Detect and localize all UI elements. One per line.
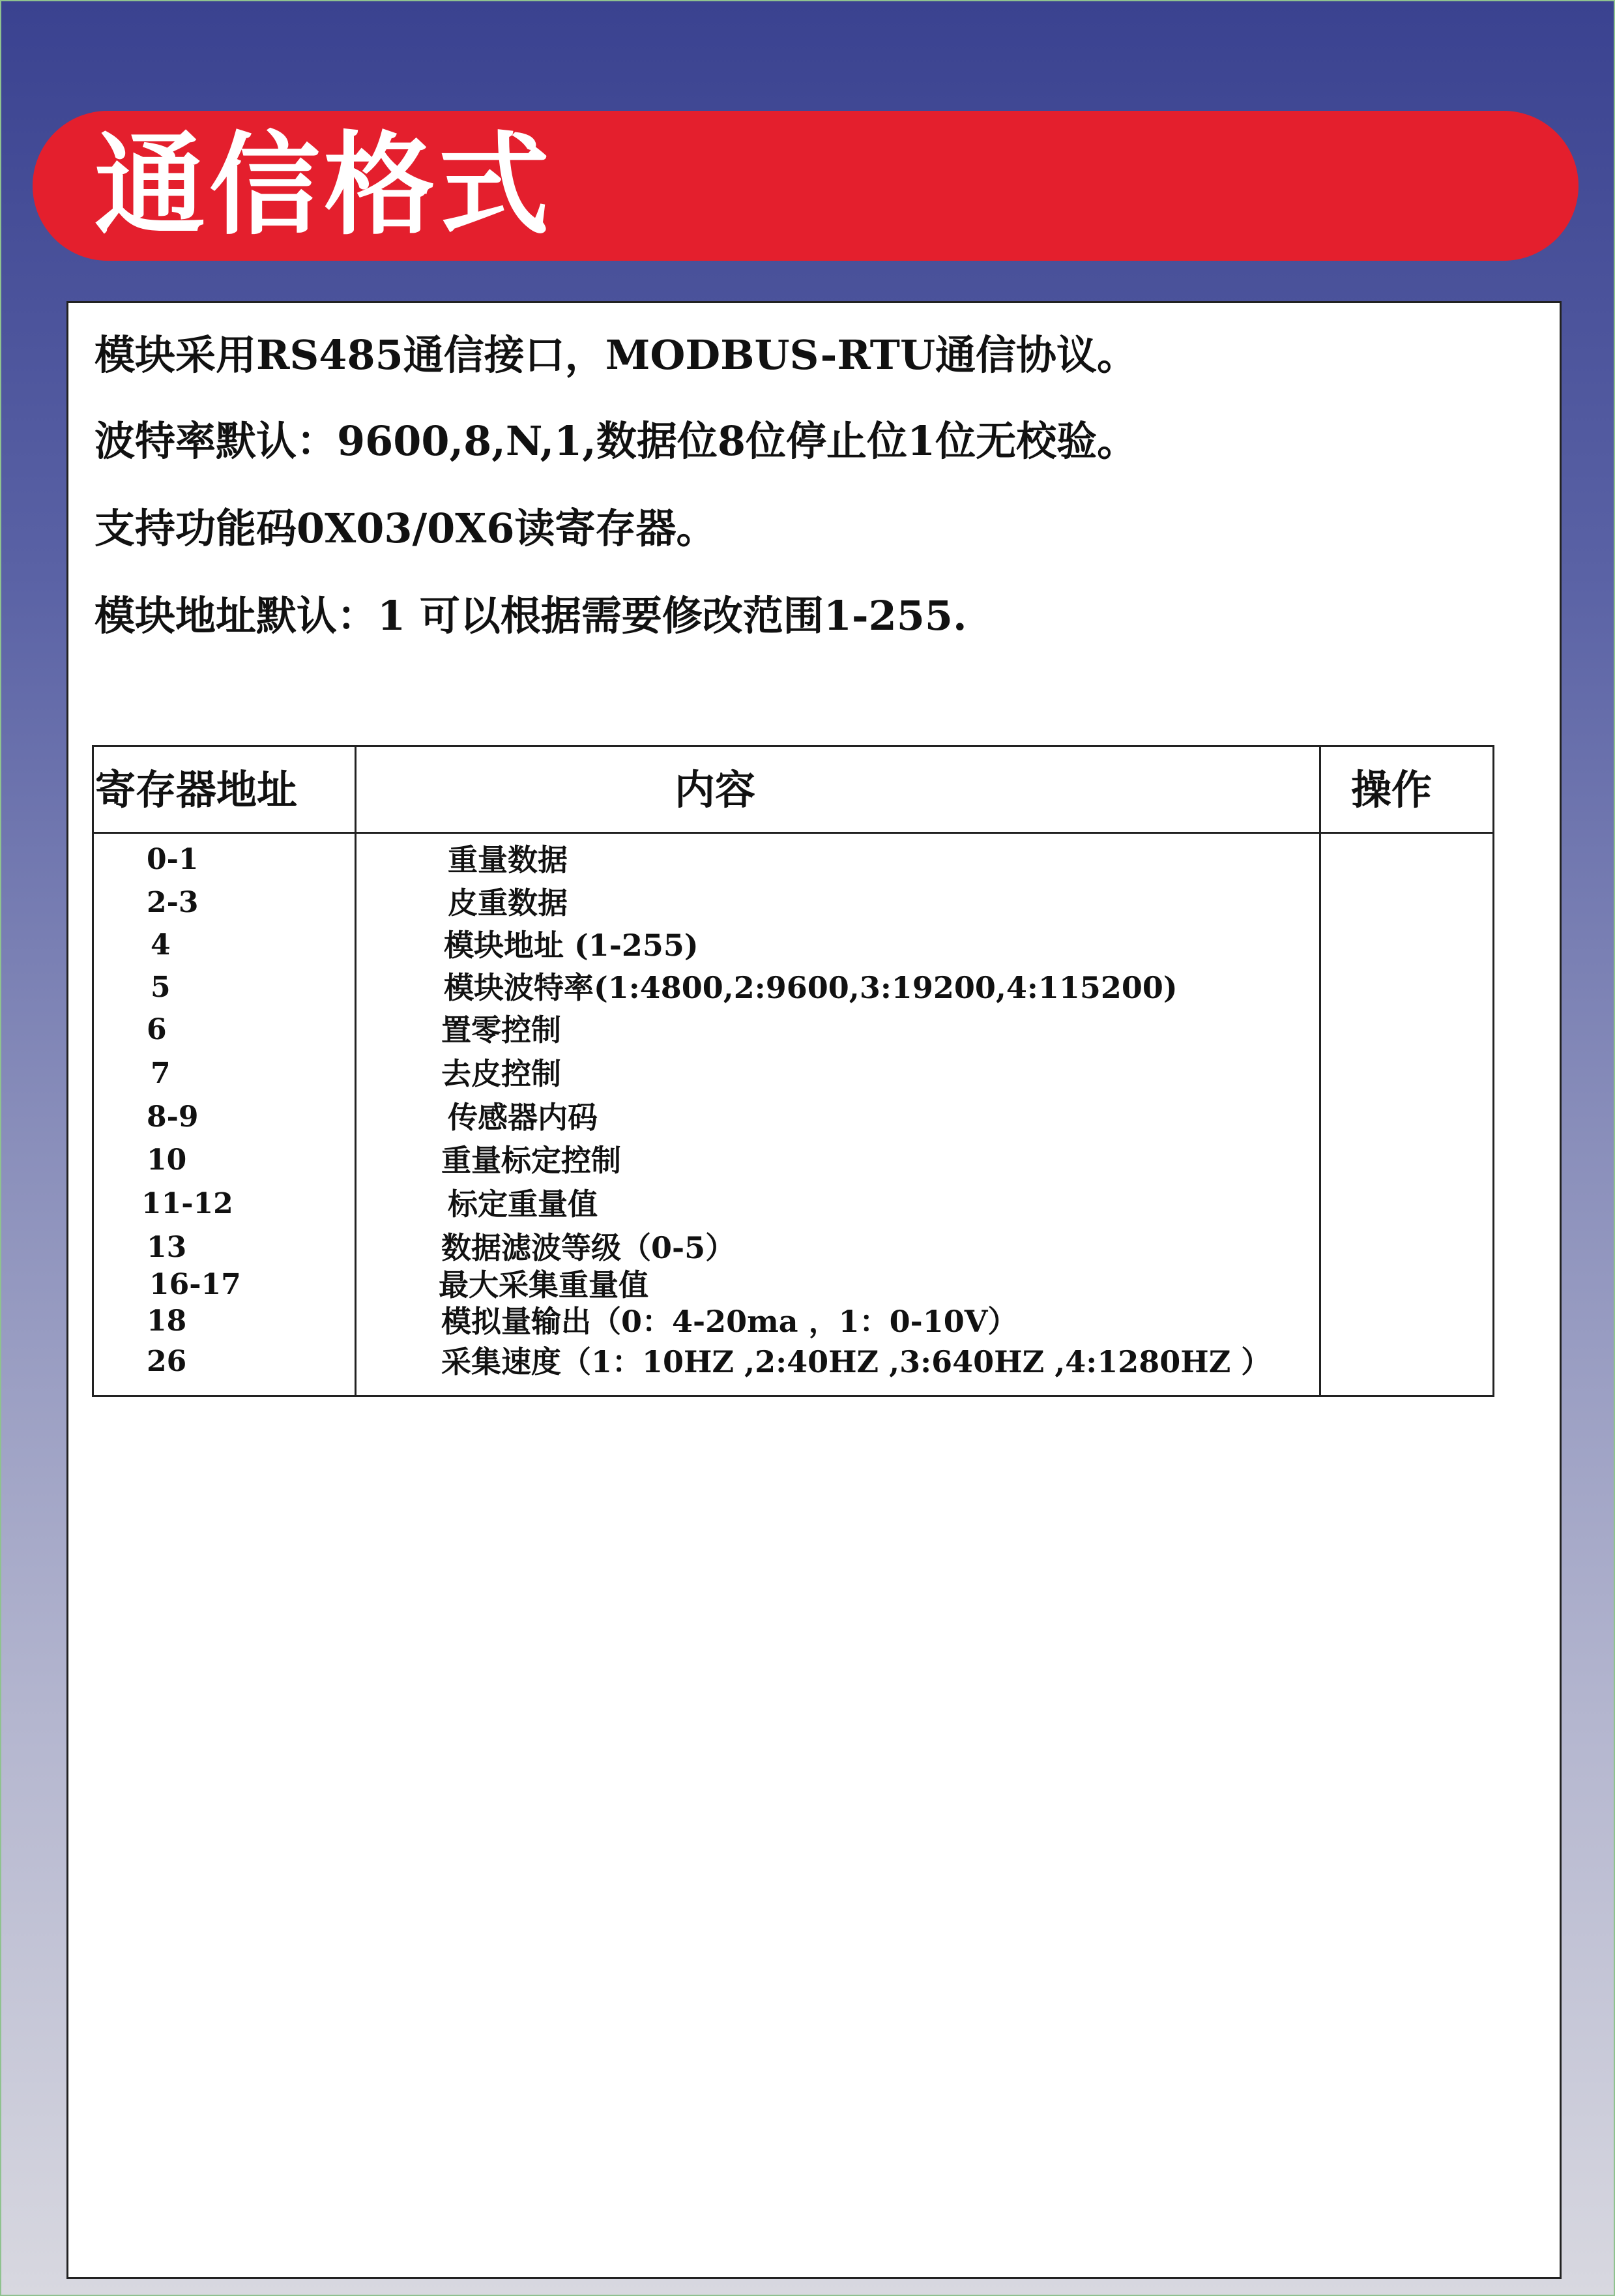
header-cell-operation (1319, 745, 1494, 834)
page-title: 通信格式 (95, 121, 554, 250)
register-address: 11-12 (141, 1187, 233, 1220)
register-address: 5 (151, 971, 171, 1004)
register-address: 16-17 (149, 1268, 241, 1301)
register-content: 模块波特率(1:4800,2:9600,3:19200,4:115200) (444, 970, 1178, 1005)
register-content: 皮重数据 (448, 885, 568, 920)
header-operation: 操作 (1351, 766, 1433, 814)
register-address: 10 (147, 1143, 187, 1177)
register-table (92, 745, 1494, 1397)
register-address: 0-1 (147, 843, 199, 876)
register-address: 13 (147, 1231, 187, 1264)
intro-line-interface: 模块采用RS485通信接口，MODBUS-RTU通信协议。 (95, 331, 1138, 379)
content-panel (66, 301, 1562, 2279)
register-content: 数据滤波等级（0-5） (441, 1230, 736, 1265)
register-content: 模拟量输出（0：4-20ma ，1：0-10V） (441, 1304, 1018, 1339)
header-cell-address (92, 745, 356, 834)
register-address: 2-3 (147, 886, 199, 919)
body-column-operation (1319, 832, 1494, 1397)
body-column-address (92, 832, 356, 1397)
header-content: 内容 (675, 766, 756, 814)
register-address: 18 (147, 1304, 187, 1338)
intro-line-baudrate: 波特率默认：9600,8,N,1,数据位8位停止位1位无校验。 (95, 417, 1138, 465)
register-content: 重量标定控制 (441, 1143, 621, 1178)
register-content: 去皮控制 (441, 1056, 561, 1091)
register-content: 重量数据 (448, 842, 568, 877)
header-address: 寄存器地址 (95, 766, 298, 814)
register-address: 7 (151, 1057, 171, 1090)
header-cell-content (355, 745, 1321, 834)
register-address: 26 (147, 1345, 187, 1378)
register-content: 模块地址 (1-255) (444, 928, 699, 963)
intro-line-function-code: 支持功能码0X03/0X6读寄存器。 (95, 505, 717, 552)
register-content: 传感器内码 (448, 1100, 598, 1135)
register-address: 6 (147, 1013, 167, 1046)
register-address: 4 (151, 928, 171, 962)
register-content: 采集速度（1：10HZ ,2:40HZ ,3:640HZ ,4:1280HZ ） (441, 1344, 1272, 1379)
title-banner (33, 111, 1579, 261)
register-content: 标定重量值 (448, 1186, 598, 1222)
register-content: 最大采集重量值 (439, 1267, 648, 1303)
register-address: 8-9 (147, 1100, 199, 1134)
register-content: 置零控制 (441, 1012, 561, 1048)
intro-line-address: 模块地址默认：1 可以根据需要修改范围1-255. (95, 592, 967, 640)
